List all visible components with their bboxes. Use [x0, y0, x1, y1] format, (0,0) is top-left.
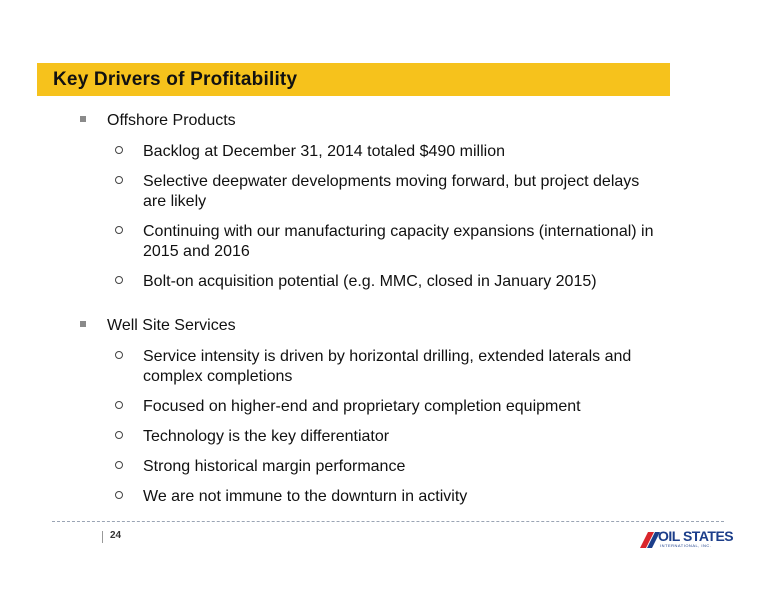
circle-bullet-icon: [115, 401, 123, 409]
page-number: 24: [110, 530, 122, 541]
list-item: [0, 347, 776, 387]
list-item-text: Bolt-on acquisition potential (e.g. MMC, closed in January 2015): [143, 273, 597, 290]
list-item: [0, 222, 776, 262]
logo-subtext: INTERNATIONAL, INC.: [660, 543, 712, 548]
company-logo: [634, 528, 734, 552]
list-item-text: Continuing with our manufacturing capacity expansions (international) in 2015 and 2016: [143, 223, 654, 260]
list-item-text: Selective deepwater developments moving forward, but project delays are likely: [143, 173, 640, 210]
square-bullet-icon: [80, 321, 86, 327]
list-item-text: Focused on higher-end and proprietary completion equipment: [143, 398, 581, 415]
circle-bullet-icon: [115, 226, 123, 234]
circle-bullet-icon: [115, 431, 123, 439]
square-bullet-icon: [80, 116, 86, 122]
list-item: [0, 397, 776, 417]
list-item: [0, 487, 776, 507]
circle-bullet-icon: [115, 491, 123, 499]
section-well-site-services: [0, 317, 776, 517]
list-item-text: Technology is the key differentiator: [143, 428, 390, 445]
list-item: [0, 457, 776, 477]
list-item: [0, 272, 776, 292]
list-item: [0, 427, 776, 447]
list-item: [0, 142, 776, 162]
list-item-text: Backlog at December 31, 2014 totaled $490 million: [143, 143, 505, 160]
title-bar: [37, 63, 670, 96]
list-item-text: Service intensity is driven by horizontal drilling, extended laterals and complex completions: [143, 348, 632, 385]
circle-bullet-icon: [115, 461, 123, 469]
page-number-separator: [102, 531, 103, 543]
circle-bullet-icon: [115, 176, 123, 184]
list-item-text: We are not immune to the downturn in activity: [143, 488, 468, 505]
footer-divider: [52, 521, 724, 522]
circle-bullet-icon: [115, 146, 123, 154]
slide-title: Key Drivers of Profitability: [53, 69, 298, 90]
logo-text: OIL STATES: [658, 528, 734, 544]
section-offshore-products: [0, 112, 776, 302]
circle-bullet-icon: [115, 276, 123, 284]
section-label: Well Site Services: [107, 317, 236, 334]
list-item-text: Strong historical margin performance: [143, 458, 406, 475]
circle-bullet-icon: [115, 351, 123, 359]
section-label: Offshore Products: [107, 112, 236, 129]
list-item: [0, 172, 776, 212]
